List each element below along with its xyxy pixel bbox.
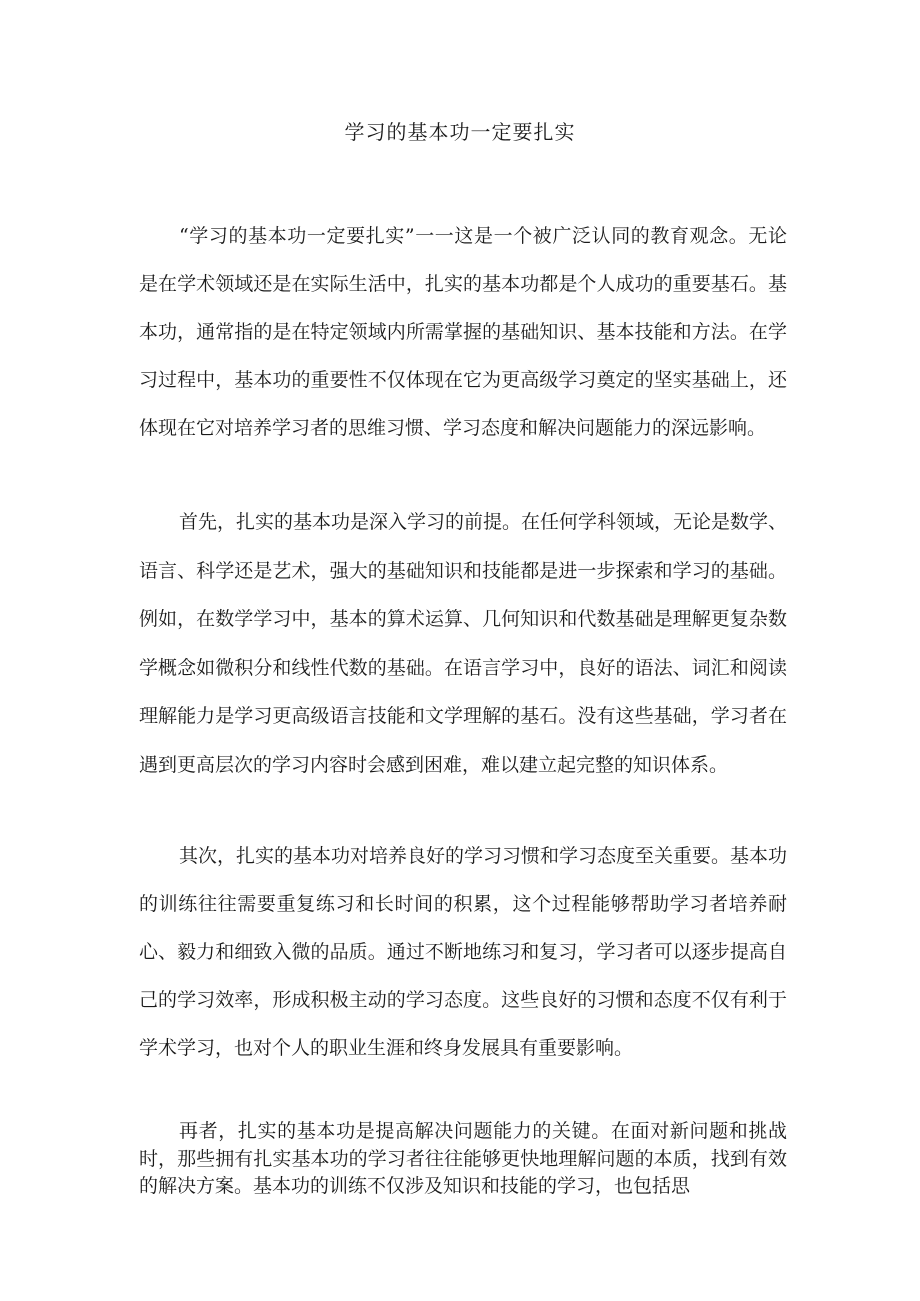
paragraph-second-point: 其次，扎实的基本功对培养良好的学习习惯和学习态度至关重要。基本功的训练往往需要重复练习和长时间的积累，这个过程能够帮助学习者培养耐心、毅力和细致入微的品质。通过不断地练习和复习，学习者可以逐步提高自己的学习效率，形成积极主动的学习态度。这些良好的习惯和态度不仅有利于学术学习，也对个人的职业生涯和终身发展具有重要影响。 (139, 845, 788, 1059)
paragraph-third-point: 再者，扎实的基本功是提高解决问题能力的关键。在面对新问题和挑战时，那些拥有扎实基本功的学习者往往能够更快地理解问题的本质，找到有效的解决方案。基本功的训练不仅涉及知识和技能的学习，也包括思 (139, 1120, 787, 1197)
paragraph-intro: “学习的基本功一定要扎实”一一这是一个被广泛认同的教育观念。无论是在学术领域还是在实际生活中，扎实的基本功都是个人成功的重要基石。基本功，通常指的是在特定领域内所需掌握的基础知识、基本技能和方法。在学习过程中，基本功的重要性不仅体现在它为更高级学习奠定的坚实基础上，还体现在它对培养学习者的思维习惯、学习态度和解决问题能力的深远影响。 (139, 225, 787, 439)
paragraph-first-point: 首先，扎实的基本功是深入学习的前提。在任何学科领域，无论是数学、语言、科学还是艺术，强大的基础知识和技能都是进一步探索和学习的基础。例如，在数学学习中，基本的算术运算、几何知识和代数基础是理解更复杂数学概念如微积分和线性代数的基础。在语言学习中，良好的语法、词汇和阅读理解能力是学习更高级语言技能和文学理解的基石。没有这些基础，学习者在遇到更高层次的学习内容时会感到困难，难以建立起完整的知识体系。 (139, 511, 788, 776)
document-title: 学习的基本功一定要扎实 (344, 120, 576, 144)
